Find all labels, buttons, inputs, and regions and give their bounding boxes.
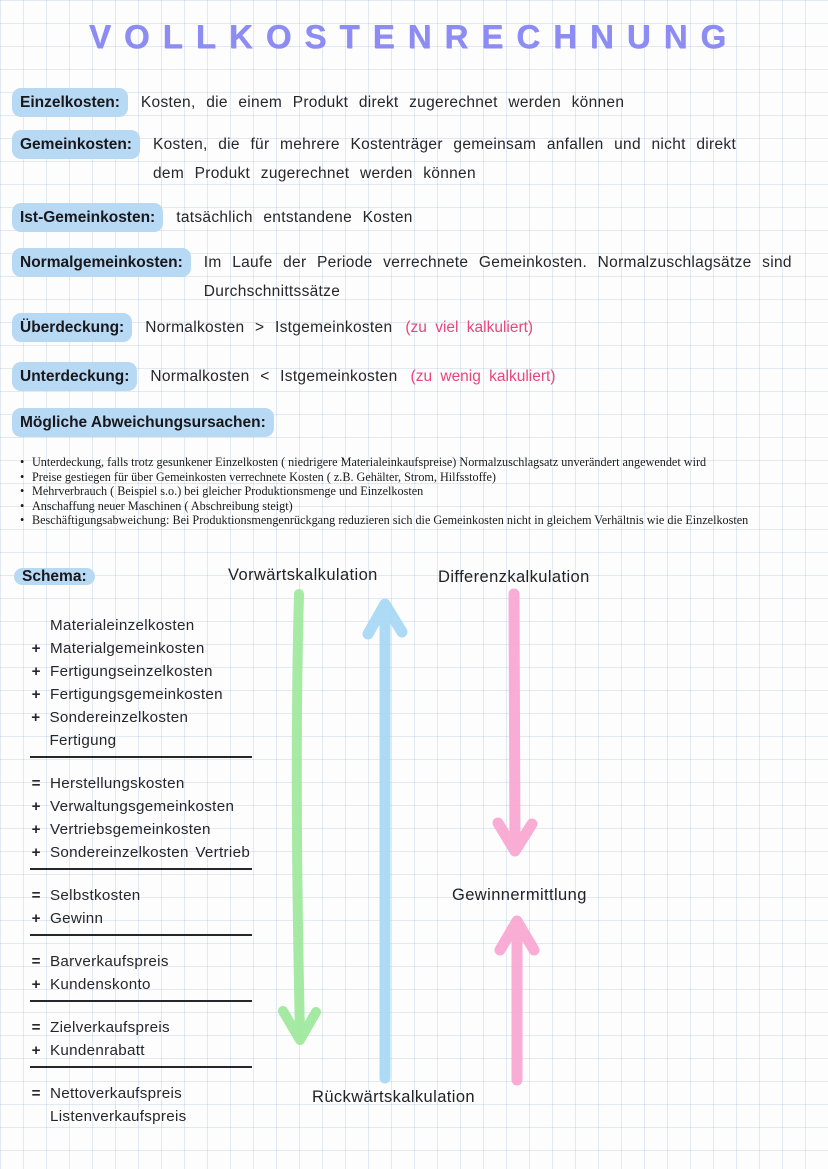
schema-item-label: Kundenrabatt	[50, 1042, 145, 1059]
definition-term: Normalgemeinkosten:	[12, 248, 191, 277]
schema-operator: +	[31, 798, 41, 815]
definition-text: Normalkosten > Istgemeinkosten	[145, 319, 393, 336]
schema-operator: +	[31, 640, 41, 657]
definition-row	[12, 130, 771, 188]
cause-item: • Unterdeckung, falls trotz gesunkener Einzelkosten ( niedrigere Materialeinkaufspreise) Normalzuschlagsatz unverändert angewendet wird	[20, 455, 815, 470]
schema-item-label: Fertigungseinzelkosten	[50, 663, 213, 680]
schema-operator: =	[31, 1019, 41, 1036]
schema-item-label: Gewinn	[50, 910, 104, 927]
schema-operator: =	[31, 953, 41, 970]
definition-term: Einzelkosten:	[12, 88, 128, 117]
schema-operator: +	[31, 663, 41, 680]
schema-operator: +	[31, 910, 41, 927]
schema-row	[30, 614, 252, 637]
definition-text: Im Laufe der Periode verrechnete Gemeinkosten. Normalzuschlagsätze sind Durchschnittssätze	[203, 254, 792, 300]
schema-row	[30, 1016, 252, 1039]
definition-text: Normalkosten < Istgemeinkosten	[150, 368, 398, 385]
schema-item-label: Vertriebsgemeinkosten	[50, 821, 211, 838]
definition-text: Kosten, die für mehrere Kostenträger gemeinsam anfallen und nicht direkt dem Produkt zugerechnet werden können	[152, 136, 737, 182]
definition-term: Mögliche Abweichungsursachen:	[12, 408, 274, 437]
schema-item-label: Verwaltungsgemeinkosten	[50, 798, 235, 815]
schema-row	[30, 841, 252, 870]
schema-row	[30, 950, 252, 973]
schema-operator: =	[31, 887, 41, 904]
schema-item-label: Barverkaufspreis	[50, 953, 169, 970]
page-title: VOLLKOSTENRECHNUNG	[88, 18, 740, 55]
definition-row	[12, 203, 413, 232]
schema-operator: =	[31, 1085, 41, 1102]
cost-schema-list	[30, 614, 252, 1128]
schema-label-text: Schema:	[14, 568, 95, 585]
schema-item-label: Materialeinzelkosten	[50, 617, 195, 634]
schema-operator: +	[31, 976, 41, 993]
definition-term: Ist-Gemeinkosten:	[12, 203, 163, 232]
causes-list	[20, 455, 815, 528]
schema-item-label: Listenverkaufspreis	[50, 1108, 187, 1125]
profit-determination-label: Gewinnermittlung	[452, 886, 587, 904]
schema-item-label: Materialgemeinkosten	[50, 640, 205, 657]
forward-arrow	[283, 594, 316, 1040]
schema-operator: +	[31, 821, 41, 838]
schema-row	[30, 1039, 252, 1068]
schema-row	[30, 795, 252, 818]
schema-row	[30, 637, 252, 660]
definition-term: Gemeinkosten:	[12, 130, 140, 159]
cause-item: • Mehrverbrauch ( Beispiel s.o.) bei gleicher Produktionsmenge und Einzelkosten	[20, 484, 815, 499]
schema-item-label: Kundenskonto	[50, 976, 151, 993]
definition-row	[12, 362, 556, 391]
schema-operator: =	[31, 775, 41, 792]
schema-item-label: Nettoverkaufspreis	[50, 1085, 183, 1102]
cause-item: • Anschaffung neuer Maschinen ( Abschreibung steigt)	[20, 499, 815, 514]
schema-row	[30, 818, 252, 841]
schema-operator: +	[31, 844, 41, 861]
schema-row	[30, 907, 252, 936]
schema-operator: +	[31, 1042, 41, 1059]
schema-row	[30, 772, 252, 795]
difference-arrow	[498, 594, 532, 851]
schema-row	[30, 706, 252, 758]
schema-item-label: Fertigungsgemeinkosten	[50, 686, 223, 703]
definition-note: (zu viel kalkuliert)	[405, 319, 534, 336]
schema-operator: +	[31, 686, 41, 703]
schema-row	[30, 973, 252, 1002]
schema-row	[30, 660, 252, 683]
definition-note: (zu wenig kalkuliert)	[410, 368, 556, 385]
cause-item: • Beschäftigungsabweichung: Bei Produktionsmengenrückgang reduzieren sich die Gemeinkosten nicht in gleichem Verhältnis wie die Einzelkosten	[20, 513, 815, 528]
definition-row	[12, 408, 274, 437]
schema-item-label: Zielverkaufspreis	[50, 1019, 170, 1036]
schema-row	[30, 1105, 252, 1128]
definition-row	[12, 248, 802, 306]
backward-calculation-label: Rückwärtskalkulation	[312, 1088, 475, 1106]
schema-row	[30, 884, 252, 907]
definition-text: Kosten, die einem Produkt direkt zugerechnet werden können	[140, 94, 625, 111]
difference-calculation-label: Differenzkalkulation	[438, 568, 590, 586]
definition-row	[12, 313, 533, 342]
schema-row	[30, 1082, 252, 1105]
schema-label	[14, 568, 95, 586]
schema-item-label: Selbstkosten	[50, 887, 141, 904]
definition-text: tatsächlich entstandene Kosten	[176, 209, 413, 226]
schema-item-label: Sondereinzelkosten Fertigung	[49, 709, 189, 749]
schema-item-label: Sondereinzelkosten Vertrieb	[50, 844, 251, 861]
schema-operator: +	[31, 709, 41, 726]
schema-item-label: Herstellungskosten	[50, 775, 185, 792]
profit-arrow	[500, 921, 534, 1080]
schema-row	[30, 683, 252, 706]
forward-calculation-label: Vorwärtskalkulation	[228, 566, 378, 584]
backward-arrow	[368, 604, 402, 1078]
cause-item: • Preise gestiegen für über Gemeinkosten verrechnete Kosten ( z.B. Gehälter, Strom, Hilfsstoffe)	[20, 470, 815, 485]
definition-term: Unterdeckung:	[12, 362, 137, 391]
definition-row	[12, 88, 624, 117]
definition-term: Überdeckung:	[12, 313, 132, 342]
